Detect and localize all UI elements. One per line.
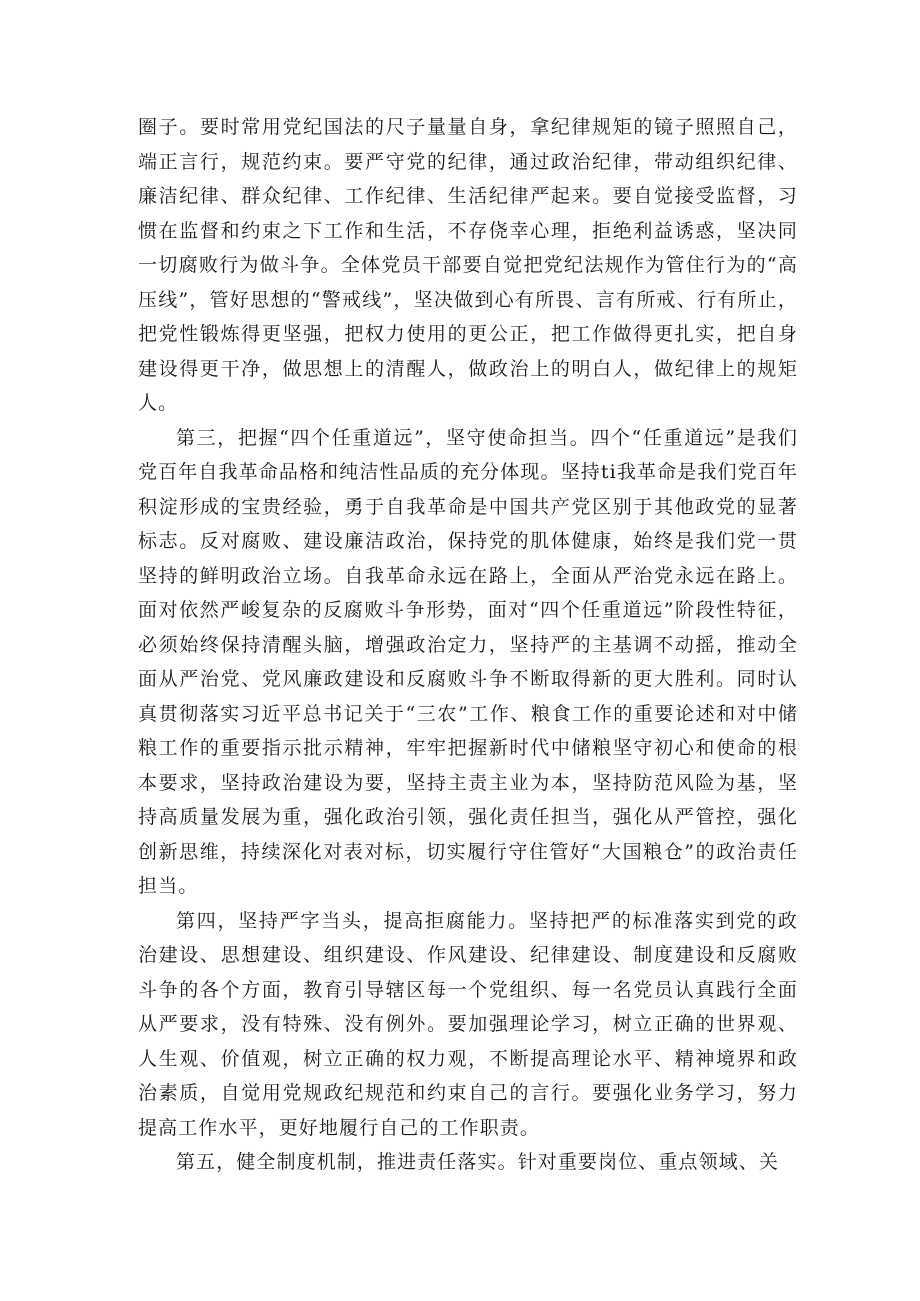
paragraph-third-point: 第三，把握“四个任重道远”，坚守使命担当。四个“任重道远”是我们党百年自我革命品格和纯洁性品质的充分体现。坚持ti我革命是我们党百年积淀形成的宝贵经验，勇于自我革命是中国共产党区别于其他政党的显著标志。反对腐败、建设廉洁政治，保持党的肌体健康，始终是我们党一贯坚持的鲜明政治立场。自我革命永远在路上，全面从严治党永远在路上。面对依然严峻复杂的反腐败斗争形势，面对“四个任重道远”阶段性特征，必须始终保持清醒头脑，增强政治定力，坚持严的主基调不动摇，推动全面从严治党、党风廉政建设和反腐败斗争不断取得新的更大胜利。同时认真贯彻落实习近平总书记关于“三农”工作、粮食工作的重要论述和对中储粮工作的重要指示批示精神，牢牢把握新时代中储粮坚守初心和使命的根本要求，坚持政治建设为要，坚持主责主业为本，坚持防范风险为基，坚持高质量发展为重，强化政治引领，强化责任担当，强化从严管控，强化创新思维，持续深化对表对标，切实履行守住管好“大国粮仓”的政治责任担当。 xyxy=(138,426,798,897)
paragraph-fifth-point: 第五，健全制度机制，推进责任落实。针对重要岗位、重点领域、关 xyxy=(176,1151,780,1173)
paragraph-discipline-continued: 圈子。要时常用党纪国法的尺子量量自身，拿纪律规矩的镜子照照自己，端正言行，规范约束。要严守党的纪律，通过政治纪律，带动组织纪律、廉洁纪律、群众纪律、工作纪律、生活纪律严起来。要自觉接受监督，习惯在监督和约束之下工作和生活，不存侥幸心理，拒绝利益诱惑，坚决同一切腐败行为做斗争。全体党员干部要自觉把党纪法规作为管住行为的“高压线”，管好思想的“警戒线”，坚决做到心有所畏、言有所戒、行有所止，把党性锻炼得更坚强，把权力使用的更公正，把工作做得更扎实，把自身建设得更干净，做思想上的清醒人，做政治上的明白人，做纪律上的规矩人。 xyxy=(138,116,798,414)
paragraph-fourth-point: 第四，坚持严字当头，提高拒腐能力。坚持把严的标准落实到党的政治建设、思想建设、组织建设、作风建设、纪律建设、制度建设和反腐败斗争的各个方面，教育引导辖区每一个党组织、每一名党员认真践行全面从严要求，没有特殊、没有例外。要加强理论学习，树立正确的世界观、人生观、价值观，树立正确的权力观，不断提高理论水平、精神境界和政治素质，自觉用党规政纪规范和约束自己的言行。要强化业务学习，努力提高工作水平，更好地履行自己的工作职责。 xyxy=(138,909,798,1139)
document-page xyxy=(138,110,798,1180)
